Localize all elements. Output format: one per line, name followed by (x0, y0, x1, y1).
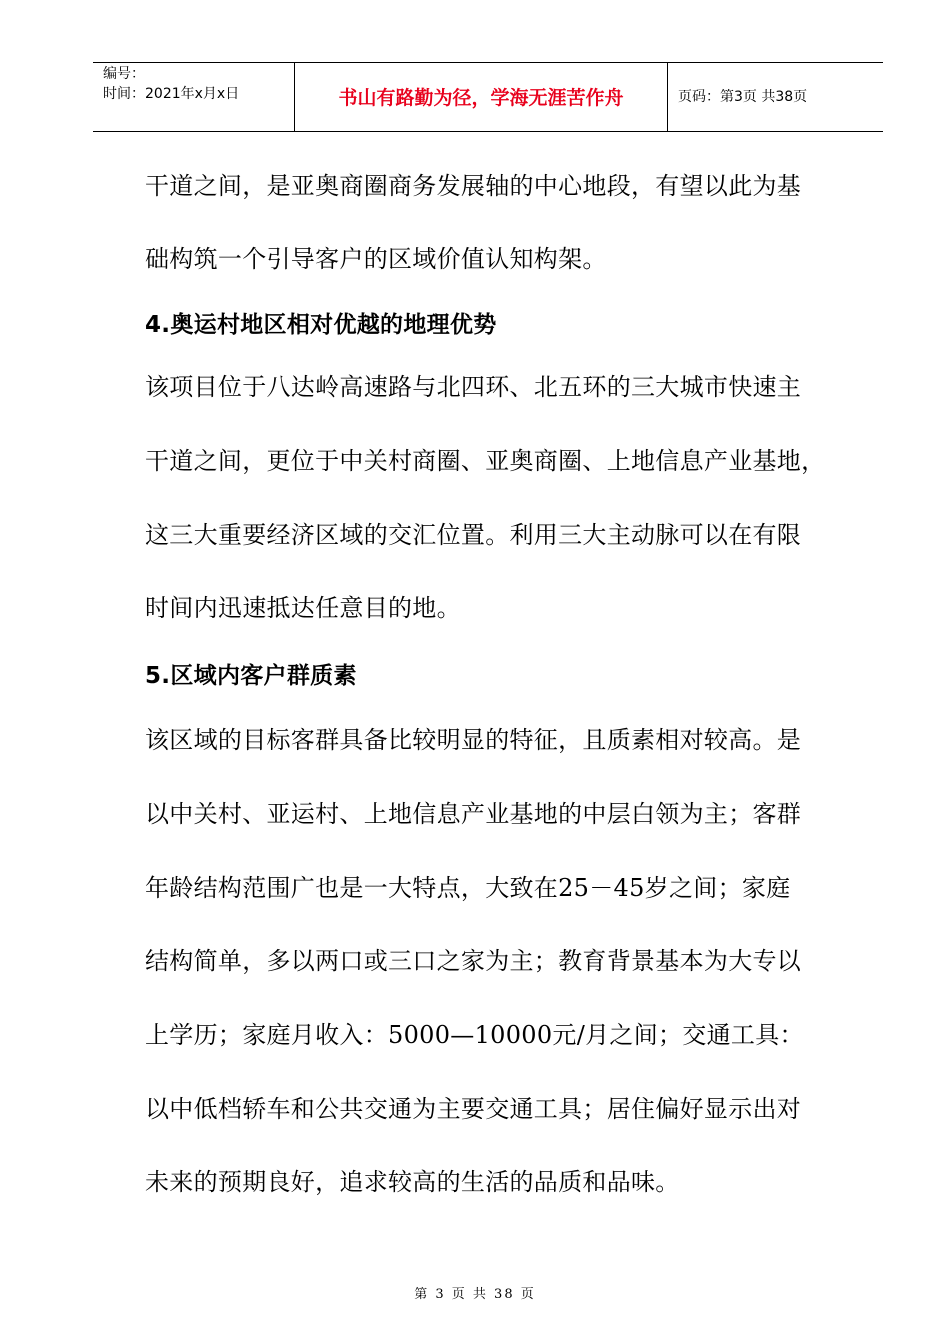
section-heading-4: 4.奥运村地区相对优越的地理优势 (145, 312, 497, 338)
header-motto: 书山有路勤为径，学海无涯苦作舟 (338, 87, 624, 109)
section-heading-5: 5.区域内客户群质素 (145, 663, 357, 689)
paragraph-line: 础构筑一个引导客户的区域价值认知构架。 (145, 245, 607, 273)
document-time-label: 时间：2021年x月x日 (103, 86, 240, 102)
paragraph-line: 上学历；家庭月收入：5000—10000元/月之间；交通工具： (145, 1021, 804, 1049)
paragraph-line: 年龄结构范围广也是一大特点，大致在25－45岁之间；家庭 (145, 874, 791, 902)
page-header (93, 62, 883, 132)
paragraph-line: 以中关村、亚运村、上地信息产业基地的中层白领为主；客群 (145, 800, 802, 828)
paragraph-line: 这三大重要经济区域的交汇位置。利用三大主动脉可以在有限 (145, 521, 802, 549)
header-motto-cell (295, 63, 668, 131)
paragraph-line: 未来的预期良好，追求较高的生活的品质和品味。 (145, 1168, 680, 1196)
header-page-cell (668, 63, 883, 131)
paragraph-line: 该项目位于八达岭高速路与北四环、北五环的三大城市快速主 (145, 373, 802, 401)
page-footer: 第 3 页 共 38 页 (414, 1287, 536, 1302)
paragraph-line: 干道之间，更位于中关村商圈、亚奥商圈、上地信息产业基地， (145, 447, 826, 475)
paragraph-line: 干道之间，是亚奥商圈商务发展轴的中心地段，有望以此为基 (145, 172, 802, 200)
header-meta-cell (93, 63, 295, 131)
paragraph-line: 时间内迅速抵达任意目的地。 (145, 594, 461, 622)
document-number-label: 编号： (103, 66, 145, 82)
paragraph-line: 以中低档轿车和公共交通为主要交通工具；居住偏好显示出对 (145, 1095, 802, 1123)
paragraph-line: 结构简单，多以两口或三口之家为主；教育背景基本为大专以 (145, 947, 802, 975)
paragraph-line: 该区域的目标客群具备比较明显的特征，且质素相对较高。是 (145, 726, 802, 754)
header-page-info: 页码：第3页 共38页 (678, 89, 808, 105)
